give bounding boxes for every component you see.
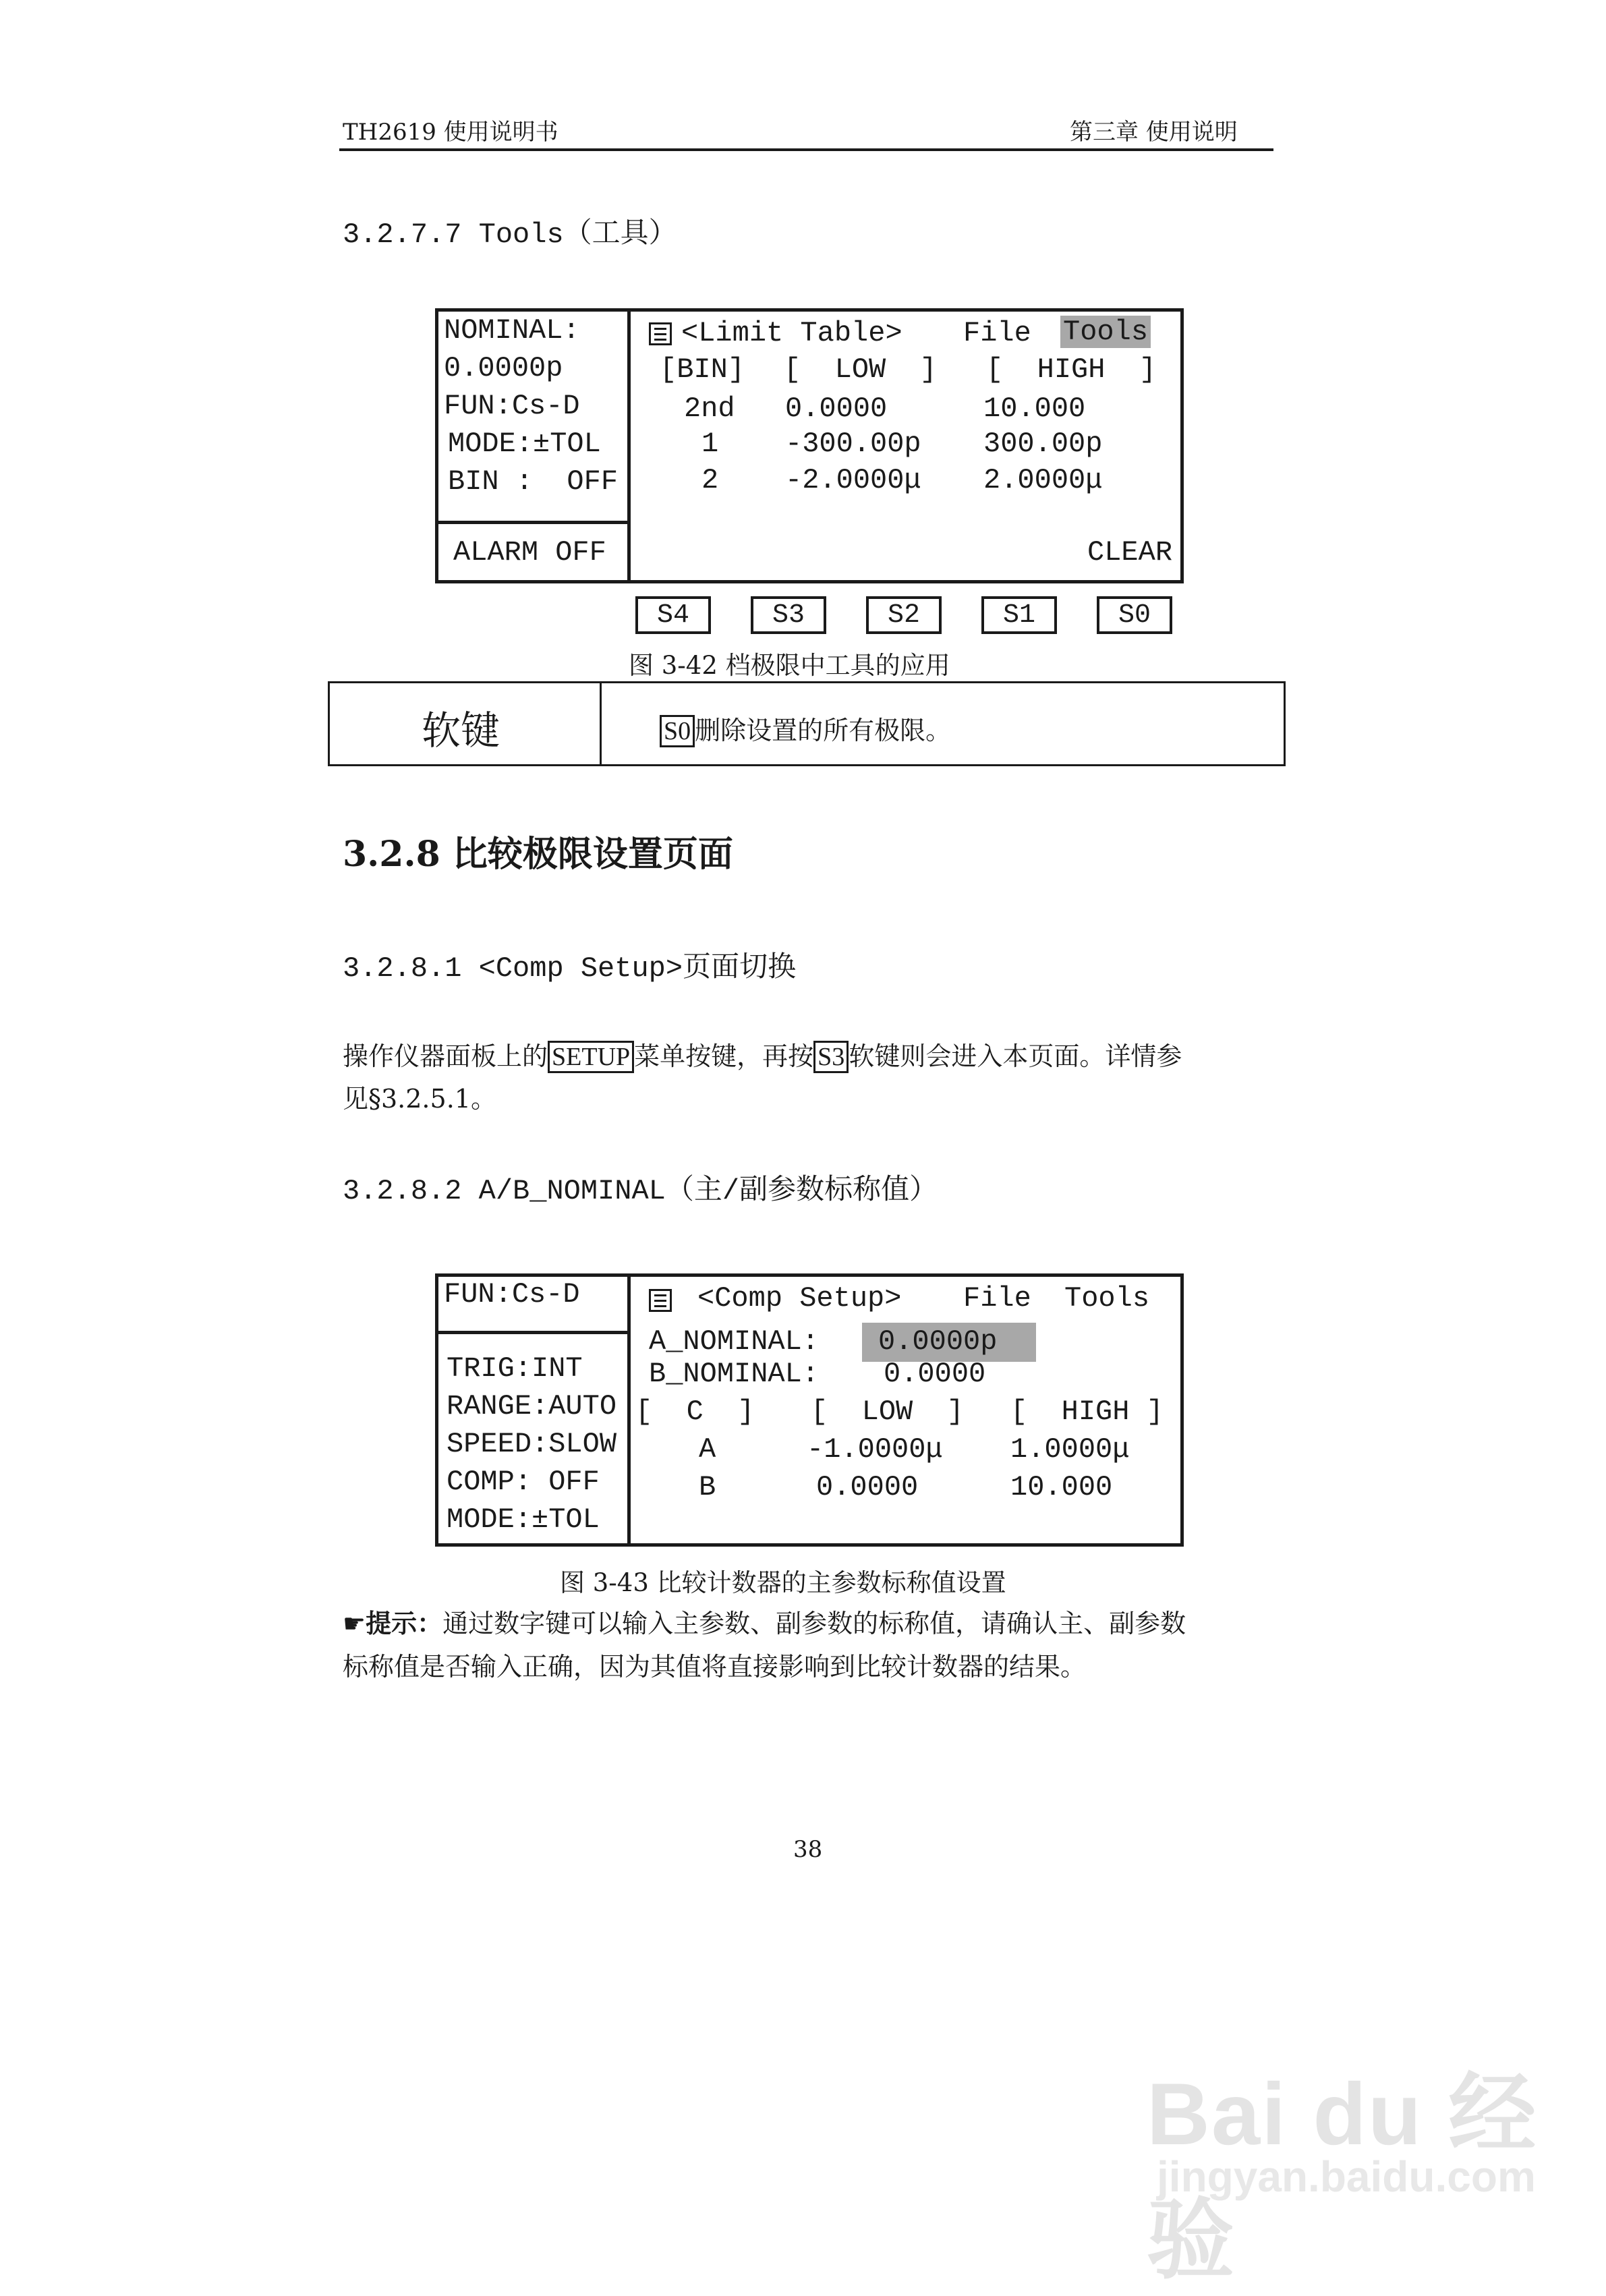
- table-row-high[interactable]: 2.0000μ: [983, 464, 1103, 496]
- figure-43-caption: 图 3-43 比较计数器的主参数标称值设置: [560, 1568, 1006, 1597]
- lcd-divider: [627, 312, 631, 580]
- comp-readout: COMP: OFF: [447, 1466, 600, 1498]
- figure-42-caption: 图 3-42 档极限中工具的应用: [629, 651, 950, 680]
- page-number: 38: [793, 1836, 823, 1863]
- table-row-bin: 1: [701, 428, 719, 460]
- softkey-s0[interactable]: S0: [1097, 596, 1172, 634]
- b-nominal-value[interactable]: 0.0000: [884, 1358, 986, 1390]
- table-row-high[interactable]: 10.000: [983, 393, 1086, 425]
- watermark-url: jingyan.baidu.com: [1157, 2152, 1536, 2201]
- lcd-divider: [627, 1277, 631, 1543]
- a-nominal-label: A_NOMINAL:: [649, 1325, 820, 1358]
- clear-softkey-label[interactable]: CLEAR: [1087, 536, 1173, 569]
- mode-readout: MODE:±TOL: [448, 428, 601, 460]
- section-328-heading: 3.2.8 比较极限设置页面: [343, 834, 733, 875]
- softkey-s4[interactable]: S4: [635, 596, 711, 634]
- table-row-low[interactable]: -300.00p: [785, 428, 921, 460]
- column-high: [ HIGH ]: [986, 353, 1157, 386]
- a-nominal-value[interactable]: 0.0000p: [878, 1325, 998, 1358]
- key-s0-description: 删除设置的所有极限。: [695, 716, 952, 745]
- table-row-high[interactable]: 300.00p: [983, 428, 1103, 460]
- nominal-value: 0.0000p: [444, 352, 563, 384]
- speed-readout: SPEED:SLOW: [447, 1428, 617, 1460]
- table-row-c: A: [699, 1433, 716, 1466]
- b-nominal-label: B_NOMINAL:: [649, 1358, 820, 1390]
- trigger-readout: TRIG:INT: [447, 1352, 583, 1385]
- bin-readout: BIN : OFF: [448, 465, 619, 498]
- paragraph-line2: 见§3.2.5.1。: [343, 1084, 496, 1114]
- para-text: 菜单按键，再按: [634, 1041, 814, 1071]
- column-low: [ LOW ]: [784, 353, 937, 386]
- mode-readout: MODE:±TOL: [447, 1503, 600, 1536]
- table-row-bin: 2: [701, 464, 719, 496]
- key-s0: S0: [660, 715, 695, 747]
- s3-key: S3: [813, 1041, 849, 1073]
- menu-icon: [649, 322, 672, 345]
- table-divider: [600, 681, 602, 766]
- tip-line-2: 标称值是否输入正确，因为其值将直接影响到比较计数器的结果。: [343, 1652, 1087, 1682]
- column-high: [ HIGH ]: [1010, 1396, 1164, 1428]
- table-row-high[interactable]: 10.000: [1010, 1471, 1113, 1503]
- tip-text: 通过数字键可以输入主参数、副参数的标称值，请确认主、副参数: [442, 1609, 1186, 1638]
- lcd-left-divider: [438, 521, 629, 524]
- table-row-low[interactable]: 0.0000: [816, 1471, 919, 1503]
- menu-file[interactable]: File: [963, 1282, 1031, 1315]
- section-3281-title: 3.2.8.1 <Comp Setup>页面切换: [343, 952, 797, 985]
- table-label-softkey: 软键: [422, 708, 500, 753]
- menu-tools[interactable]: Tools: [1064, 1282, 1150, 1315]
- table-row-c: B: [699, 1471, 716, 1503]
- setup-key: SETUP: [548, 1041, 634, 1073]
- table-row-low[interactable]: -1.0000μ: [807, 1433, 943, 1466]
- function-readout: FUN:Cs-D: [444, 390, 580, 422]
- page-title-limit-table: <Limit Table>: [681, 317, 902, 349]
- page-title-comp-setup: <Comp Setup>: [697, 1282, 902, 1315]
- para-text: 操作仪器面板上的: [343, 1041, 548, 1071]
- para-text: 软键则会进入本页面。详情参: [849, 1041, 1182, 1071]
- column-low: [ LOW ]: [811, 1396, 964, 1428]
- menu-icon: [649, 1289, 672, 1312]
- column-bin: [BIN]: [660, 353, 745, 386]
- lcd-limit-table: [435, 308, 1184, 583]
- header-left-title: TH2619 使用说明书: [343, 119, 558, 146]
- header-right-chapter: 第三章 使用说明: [1070, 119, 1238, 146]
- table-row-low[interactable]: 0.0000: [785, 393, 888, 425]
- table-row-bin: 2nd: [684, 393, 735, 425]
- function-readout: FUN:Cs-D: [444, 1278, 580, 1311]
- nominal-label: NOMINAL:: [444, 314, 580, 347]
- column-c: [ C ]: [635, 1396, 755, 1428]
- tip-line-1: [343, 1603, 1186, 1640]
- paragraph-page-switch: [343, 1035, 1182, 1072]
- lcd-comp-setup: [435, 1273, 1184, 1547]
- softkey-s3[interactable]: S3: [751, 596, 826, 634]
- alarm-readout: ALARM OFF: [453, 536, 606, 569]
- softkey-s1[interactable]: S1: [981, 596, 1057, 634]
- lcd-left-divider: [438, 1331, 629, 1334]
- range-readout: RANGE:AUTO: [447, 1390, 617, 1423]
- table-row-high[interactable]: 1.0000μ: [1010, 1433, 1130, 1466]
- pointing-hand-icon: ☛: [343, 1609, 366, 1638]
- baidu-jingyan-watermark-logo: Bai du 经验: [1147, 2065, 1538, 2289]
- table-row-low[interactable]: -2.0000μ: [785, 464, 921, 496]
- tip-label: 提示：: [366, 1608, 443, 1638]
- section-3277-title: 3.2.7.7 Tools（工具）: [343, 219, 677, 251]
- section-3282-title: 3.2.8.2 A/B_NOMINAL（主/副参数标称值）: [343, 1175, 938, 1207]
- menu-tools-selected[interactable]: Tools: [1060, 316, 1151, 348]
- softkey-s2[interactable]: S2: [866, 596, 942, 634]
- menu-file[interactable]: File: [963, 317, 1031, 349]
- header-rule: [339, 148, 1273, 151]
